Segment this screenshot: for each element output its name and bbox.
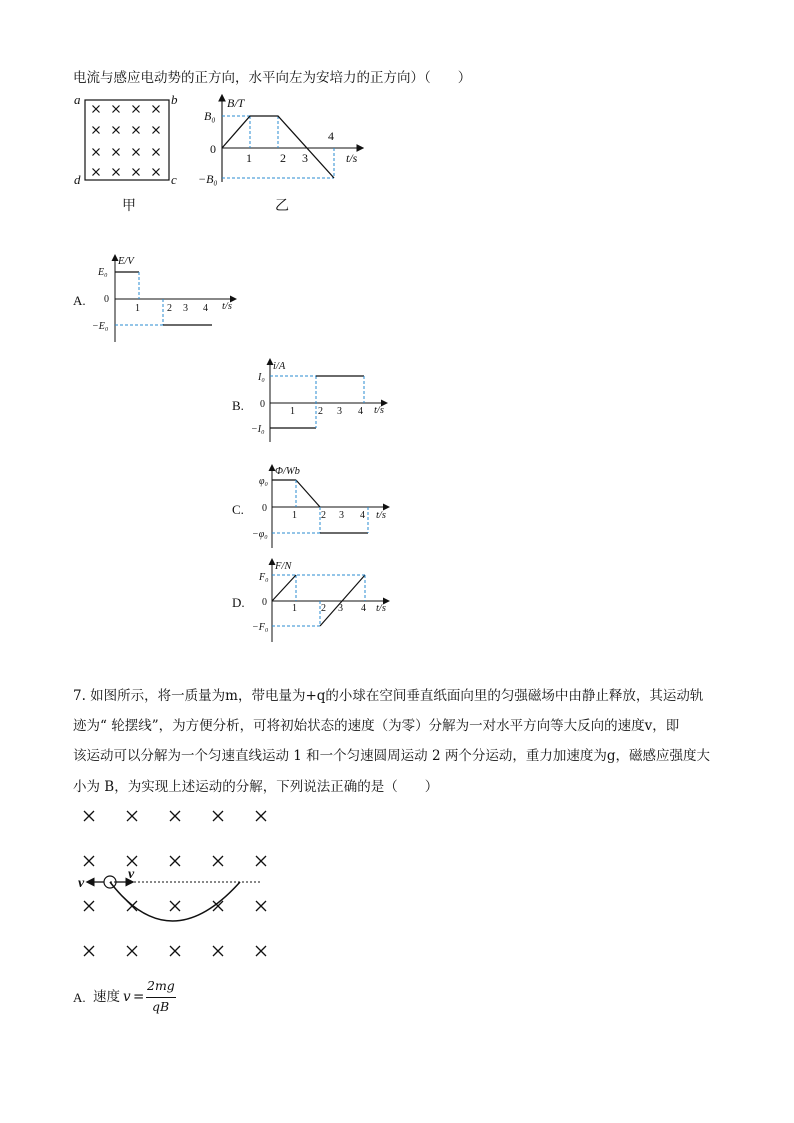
cross-mark (153, 106, 160, 113)
svg-text:3: 3 (337, 406, 342, 417)
q7-line-1: 7. 如图所示，将一质量为m，带电量为+q的小球在空间垂直纸面向里的匀强磁场中由静止释放，其运动轨 (73, 688, 704, 704)
cross-mark (84, 811, 94, 821)
q7-option-a-text: 速度 (93, 989, 120, 1005)
svg-text:4: 4 (360, 510, 365, 521)
xlabel: t/s (222, 301, 232, 312)
bottom-label: −φ₀ (252, 529, 268, 540)
svg-text:2: 2 (318, 406, 323, 417)
q7-option-a-var: v (123, 989, 131, 1005)
q7-option-a-num: 2mg (147, 978, 175, 993)
cross-mark (93, 149, 100, 156)
figure-jia (70, 92, 190, 222)
caption-jia: 甲 (122, 199, 136, 214)
cross-mark (113, 169, 120, 176)
cross-mark (256, 811, 266, 821)
svg-text:1: 1 (292, 510, 297, 521)
cross-mark (133, 169, 140, 176)
ylabel: E/V (118, 256, 134, 267)
top-label: E₀ (98, 267, 108, 278)
cross-mark (213, 856, 223, 866)
svg-text:4: 4 (361, 603, 366, 614)
cross-mark (213, 946, 223, 956)
figure-yi (200, 92, 380, 222)
q7-option-a-den: qB (152, 999, 170, 1014)
cross-mark (133, 106, 140, 113)
q7-line-2: 迹为“ 轮摆线”，为方便分析，可将初始状态的速度（为零）分解为一对水平方向等大反向的速度v，即 (73, 718, 680, 734)
cross-mark (127, 946, 137, 956)
zero-label: 0 (262, 503, 267, 514)
trajectory-arc (110, 882, 240, 921)
svg-text:3: 3 (338, 603, 343, 614)
top-label: φ₀ (259, 476, 269, 487)
xlabel: t/s (376, 603, 386, 614)
option-c-graph[interactable] (250, 462, 410, 552)
cross-mark (153, 169, 160, 176)
q6-tail-line: 电流与感应电动势的正方向，水平向左为安培力的正方向）（ ） (73, 70, 472, 86)
field-boundary (85, 100, 169, 180)
bottom-label: −I₀ (251, 424, 265, 435)
zero-label: 0 (104, 294, 109, 305)
corner-b: b (171, 92, 178, 107)
cross-mark (170, 946, 180, 956)
svg-text:3: 3 (183, 303, 188, 314)
svg-text:3: 3 (339, 510, 344, 521)
ylabel: i/A (273, 361, 286, 372)
top-label: F₀ (259, 572, 269, 583)
fraction-bar (146, 997, 176, 998)
cross-mark (153, 127, 160, 134)
cross-mark (93, 106, 100, 113)
option-a-label[interactable]: A. (73, 293, 86, 308)
cross-mark (84, 901, 94, 911)
bottom-label: −F₀ (252, 622, 269, 633)
v-right-label: v (128, 867, 135, 882)
cross-mark (133, 127, 140, 134)
cross-mark (256, 946, 266, 956)
field-crosses (93, 106, 160, 176)
corner-d: d (74, 172, 81, 187)
svg-text:1: 1 (290, 406, 295, 417)
top-label: I₀ (258, 372, 265, 383)
option-a-graph[interactable] (90, 252, 250, 347)
svg-text:2: 2 (167, 303, 172, 314)
tick-2: 2 (280, 151, 286, 165)
svg-text:4: 4 (203, 303, 208, 314)
bottom-label: −E₀ (92, 321, 109, 332)
caption-yi: 乙 (275, 199, 289, 214)
cross-mark (170, 811, 180, 821)
q7-line-4: 小为 B，为实现上述运动的分解，下列说法正确的是（ ） (73, 779, 439, 795)
option-d-graph[interactable] (250, 556, 410, 646)
cross-mark (93, 127, 100, 134)
ylabel-B: B/T (227, 96, 245, 110)
cross-mark (84, 856, 94, 866)
ylabel: F/N (275, 561, 292, 572)
xlabel-t: t/s (346, 151, 358, 165)
tick-4: 4 (328, 129, 334, 143)
ylabel: Φ/Wb (275, 466, 300, 477)
cross-mark (133, 149, 140, 156)
option-d-label[interactable]: D. (232, 595, 245, 610)
corner-a: a (74, 92, 81, 107)
svg-text:4: 4 (358, 406, 363, 417)
tick-zero: 0 (210, 142, 216, 156)
cross-mark (127, 856, 137, 866)
tick-3: 3 (302, 151, 308, 165)
q7-option-a-eq: = (133, 989, 145, 1005)
cross-mark (113, 127, 120, 134)
tick-1: 1 (246, 151, 252, 165)
cross-mark (170, 901, 180, 911)
svg-text:1: 1 (292, 603, 297, 614)
option-b-label[interactable]: B. (232, 398, 244, 413)
cross-mark (93, 169, 100, 176)
cross-mark (84, 946, 94, 956)
option-b-graph[interactable] (248, 356, 408, 446)
cross-mark (113, 149, 120, 156)
corner-c: c (171, 172, 177, 187)
zero-label: 0 (262, 597, 267, 608)
xlabel: t/s (376, 510, 386, 521)
svg-text:1: 1 (135, 303, 140, 314)
tick-B0: B₀ (204, 109, 216, 123)
cross-mark (213, 811, 223, 821)
figure-q7-field (70, 800, 290, 970)
cross-mark (127, 811, 137, 821)
svg-text:2: 2 (321, 603, 326, 614)
cross-mark (113, 106, 120, 113)
xlabel: t/s (374, 405, 384, 416)
q7-option-a-label: A. (73, 990, 86, 1005)
svg-text:2: 2 (321, 510, 326, 521)
tick-minus-B0: −B₀ (198, 172, 218, 186)
cross-mark (153, 149, 160, 156)
option-c-label[interactable]: C. (232, 502, 244, 517)
cross-mark (256, 856, 266, 866)
zero-label: 0 (260, 399, 265, 410)
cross-mark (256, 901, 266, 911)
v-left-label: v (78, 876, 85, 891)
cross-mark (170, 856, 180, 866)
q7-line-3: 该运动可以分解为一个匀速直线运动 1 和一个匀速圆周运动 2 两个分运动，重力加速度为g，磁感应强度大 (73, 748, 710, 764)
